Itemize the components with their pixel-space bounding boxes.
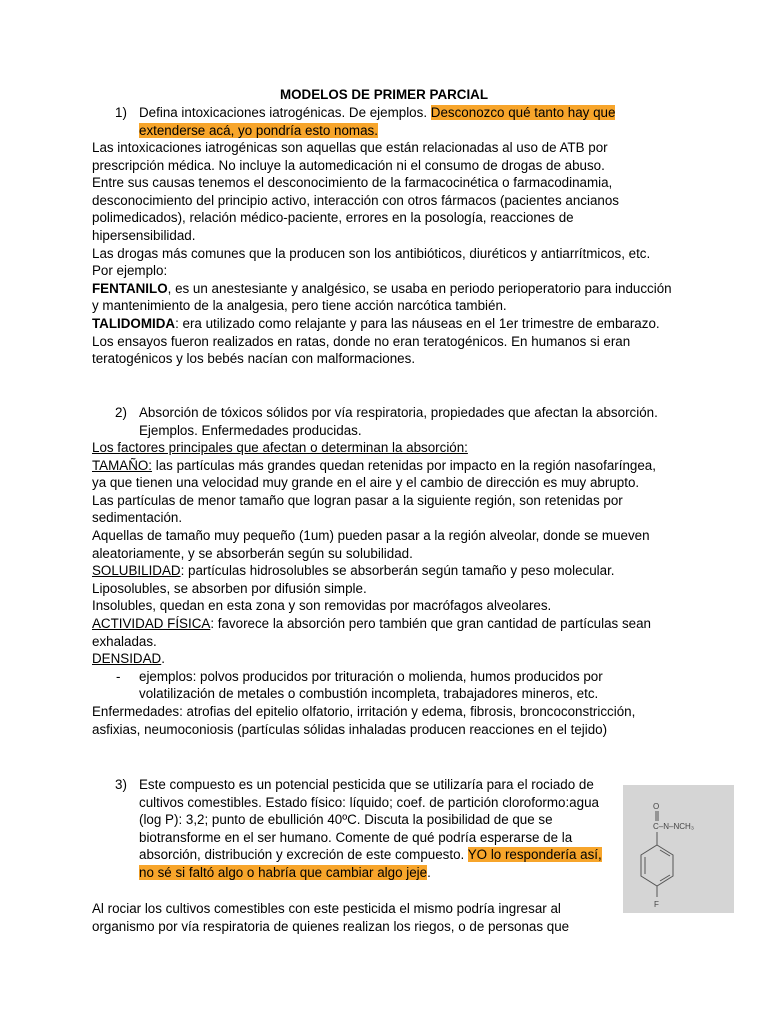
paragraph: Por ejemplo: [92,263,168,279]
list-item [92,668,672,703]
question-3 [92,776,610,882]
paragraph: Las drogas más comunes que la producen son los antibióticos, diuréticos y antiarrítmicos, etc. [92,245,651,261]
paragraph: Insolubles, quedan en esta zona y son removidas por macrófagos alveolares. [92,598,552,614]
question-text: Defina intoxicaciones iatrogénicas. De ejemplos. [139,105,428,120]
paragraph: Liposolubles, se absorben por difusión simple. [92,580,367,596]
term: SOLUBILIDAD [92,563,181,579]
paragraph: Al rociar los cultivos comestibles con este pesticida el mismo podría ingresar al organismo por vía respiratoria de quienes realizan los riegos, o de personas que [92,901,570,934]
paragraph [92,650,672,668]
ring-double-bond [660,850,670,856]
answer-1 [92,139,672,368]
chemical-structure-image [623,785,734,913]
question-text: Este compuesto es un potencial pesticida que se utilizaría para el rociado de cultivos comestibles. Estado físico: líquido; coef. de partición cloroformo:agua (log P): 3,2; punto de ebullición 40ºC. Discuta la posibilidad de que se biotransforme en el ser humano. Comente de qué podría esperarse de la absorción, distribución y excreción de este compuesto. [139,777,599,863]
ring-double-bond [660,875,670,881]
document-title: MODELOS DE PRIMER PARCIAL [279,87,489,102]
amide-group-label: C–N–NCH₃ [653,822,695,831]
question-text: Absorción de tóxicos sólidos por vía respiratoria, propiedades que afectan la absorción. Ejemplos. Enfermedades producidas. [139,405,658,438]
term: TALIDOMIDA [92,315,176,331]
paragraph: Enfermedades: atrofias del epitelio olfatorio, irritación y edema, fibrosis, broncoconstricción, asfixias, neumoconiosis (partículas sólidas inhaladas producen reacciones en el tejido) [92,703,636,737]
term-text: , es un anestesiante y analgésico, se usaba en periodo perioperatorio para inducción y mantenimiento de la analgesia, pero tiene acción narcótica también. [92,280,672,314]
term-text: las partículas más grandes quedan retenidas por impacto en la región nasofaríngea, ya que tienen una velocidad muy grande en el aire y el cambio de dirección es muy abrupto. [92,457,656,491]
answer-2 [92,439,672,738]
oxygen-label: O [653,802,660,811]
highlighted-note: YO lo respondería así, no sé si faltó algo o habría que cambiar algo jeje [139,847,602,880]
paragraph [92,315,672,368]
term-text: : partículas hidrosolubles se absorberán según tamaño y peso molecular. [180,563,615,579]
paragraph: Las partículas de menor tamaño que logran pasar a la siguiente región, son retenidas por sedimentación. [92,492,623,526]
answer-3 [92,900,582,935]
paragraph [92,280,672,315]
paragraph [92,615,672,650]
paragraph: Las intoxicaciones iatrogénicas son aquellas que están relacionadas al uso de ATB por prescripción médica. No incluye la automedicación ni el consumo de drogas de abuso. [92,140,608,173]
question-number: 1) [115,105,127,120]
term: TAMAÑO: [92,457,153,473]
section-heading: Los factores principales que afectan o determinan la absorción: [92,440,468,455]
term-text: : era utilizado como relajante y para las náuseas en el 1er trimestre de embarazo. Los ensayos fueron realizados en ratas, donde no eran teratogénicos. En humanos si eran teratogénicos y los bebés nacían con malformaciones. [92,315,660,367]
question-1 [92,104,672,139]
paragraph: Aquellas de tamaño muy pequeño (1um) pueden pasar a la región alveolar, donde se mueven aleatoriamente, y se absorberán según su solubilidad. [92,527,650,561]
structure-drawing [623,785,734,913]
punctuation: . [427,864,431,880]
benzene-ring [641,845,673,886]
term-text: : favorece la absorción pero también que gran cantidad de partículas sean exhaladas. [92,615,651,649]
term: FENTANILO [92,280,168,296]
question-number: 2) [115,405,127,420]
list-item-text: ejemplos: polvos producidos por trituración o molienda, humos producidos por volatilización de metales o combustión incompleta, trabajadores mineros, etc. [139,668,603,702]
question-number: 3) [115,777,127,792]
term-text: . [161,651,165,667]
term: DENSIDAD [92,651,162,667]
highlighted-note: Desconozco qué tanto hay que extenderse acá, yo pondría esto nomas. [139,105,616,138]
paragraph [92,457,672,492]
bullet-dash: - [116,668,121,684]
fluorine-label: F [654,900,659,909]
paragraph: Entre sus causas tenemos el desconocimiento de la farmacocinética o farmacodinamia, desconocimiento del principio activo, interacción con otros fármacos (pacientes ancianos polimedicados), relación médico-paciente, errores en la posología, reacciones de hipersensibilidad. [92,175,619,243]
question-2 [92,404,672,439]
paragraph [92,562,672,580]
term: ACTIVIDAD FÍSICA [92,615,211,631]
